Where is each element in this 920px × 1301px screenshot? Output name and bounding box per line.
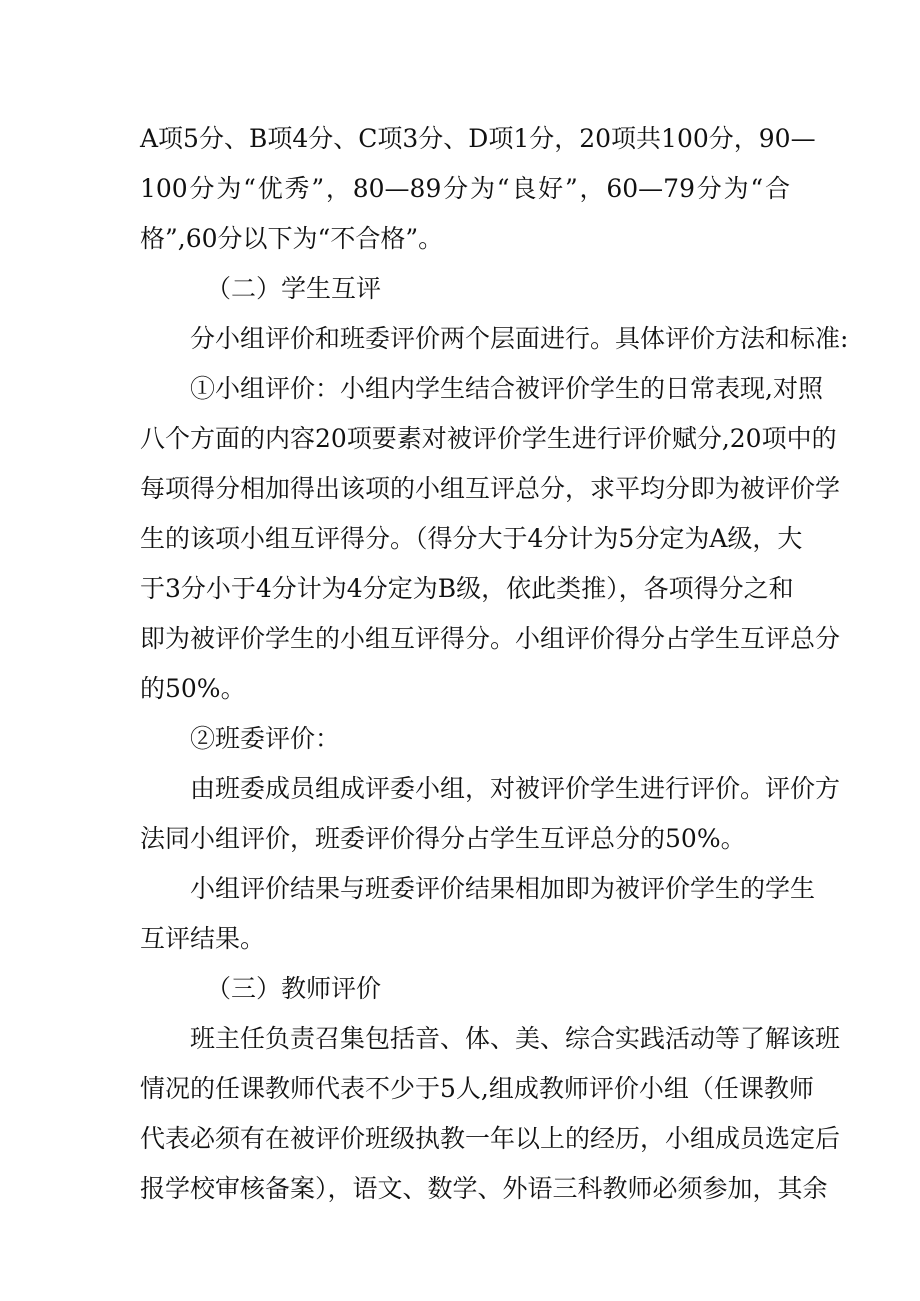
section-heading: （三）教师评价 (206, 974, 382, 1003)
text-line: ①小组评价：小组内学生结合被评价学生的日常表现,对照 (190, 374, 823, 403)
text-line: A项5分、B项4分、C项3分、D项1分，20项共100分，90— (140, 124, 816, 153)
text-line: 代表必须有在被评价班级执教一年以上的经历，小组成员选定后 (140, 1124, 841, 1153)
text-line: 于3分小于4分计为4分定为B级，依此类推），各项得分之和 (140, 574, 794, 603)
text-line: 报学校审核备案），语文、数学、外语三科教师必须参加，其余 (140, 1174, 828, 1203)
text-line: 生的该项小组互评得分。（得分大于4分计为5分定为A级，大 (140, 524, 803, 553)
text-line: ②班委评价： (190, 724, 341, 753)
text-line: 每项得分相加得出该项的小组互评总分，求平均分即为被评价学 (140, 474, 841, 503)
text-line: 由班委成员组成评委小组，对被评价学生进行评价。评价方 (190, 774, 841, 803)
text-line: 即为被评价学生的小组互评得分。小组评价得分占学生互评总分 (140, 624, 841, 653)
text-line: 小组评价结果与班委评价结果相加即为被评价学生的学生 (190, 874, 816, 903)
text-line: 100分为“优秀”，80—89分为“良好”，60—79分为“合 (140, 174, 790, 203)
text-line: 情况的任课教师代表不少于5人,组成教师评价小组（任课教师 (140, 1074, 814, 1103)
text-line: 格”,60分以下为“不合格”。 (140, 224, 444, 253)
text-line: 的50%。 (140, 674, 246, 703)
text-line: 互评结果。 (140, 924, 266, 953)
text-line: 分小组评价和班委评价两个层面进行。具体评价方法和标准: (190, 324, 849, 353)
text-line: 法同小组评价，班委评价得分占学生互评总分的50%。 (140, 824, 746, 853)
section-heading: （二）学生互评 (206, 274, 382, 303)
text-line: 班主任负责召集包括音、体、美、综合实践活动等了解该班 (190, 1024, 841, 1053)
text-line: 八个方面的内容20项要素对被评价学生进行评价赋分,20项中的 (140, 424, 837, 453)
